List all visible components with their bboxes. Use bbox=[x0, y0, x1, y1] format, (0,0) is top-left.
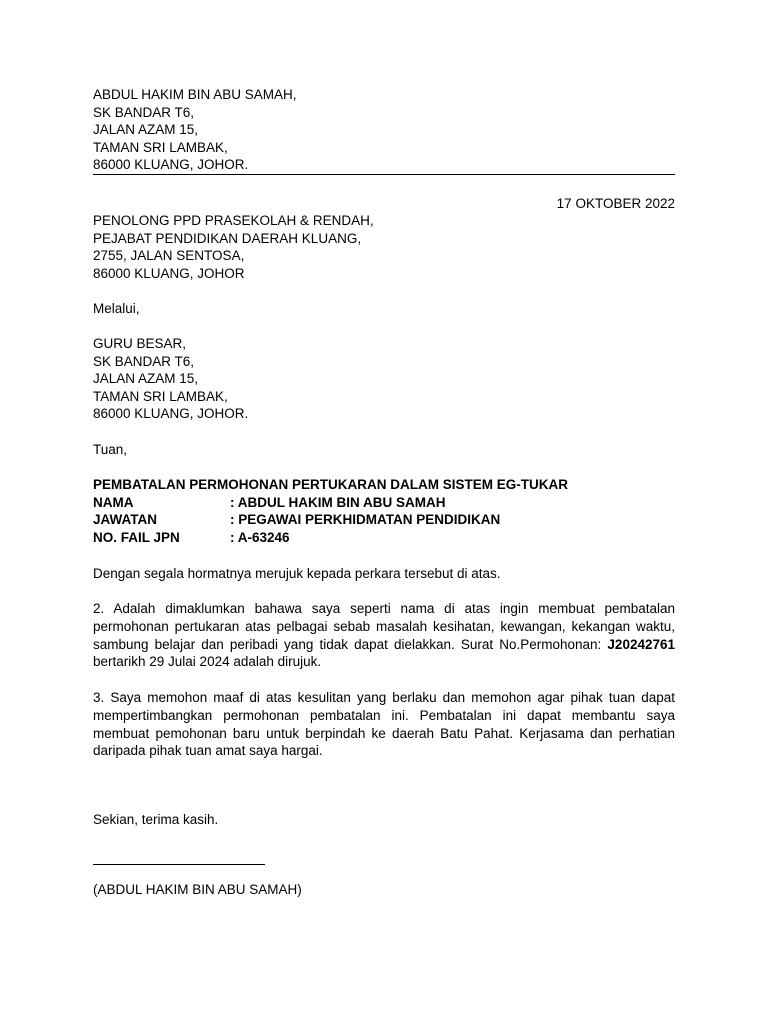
address-line: 86000 KLUANG, JOHOR. bbox=[93, 406, 249, 422]
subject-value: : ABDUL HAKIM BIN ABU SAMAH bbox=[230, 494, 446, 510]
subject-row-position bbox=[93, 511, 675, 529]
recipient-address bbox=[93, 212, 675, 282]
paragraph-text-tail: bertarikh 29 Julai 2024 adalah dirujuk. bbox=[93, 654, 322, 670]
paragraph-3 bbox=[93, 689, 675, 760]
header-divider bbox=[93, 174, 675, 175]
address-line: 86000 KLUANG, JOHOR. bbox=[93, 157, 249, 173]
subject-label: NO. FAIL JPN bbox=[93, 529, 180, 545]
closing-text: Sekian, terima kasih. bbox=[93, 812, 219, 827]
paragraph-text: 3. Saya memohon maaf di atas kesulitan yang berlaku dan memohon agar pihak tuan dapat mempertimbangkan permohonan pembatalan ini. Pembatalan ini dapat membantu saya membuat pemohonan baru untuk berpindah ke daerah Batu Pahat. Kerjasama dan perhatian daripada pihak tuan amat saya hargai. bbox=[93, 690, 675, 759]
application-number: J20242761 bbox=[607, 636, 675, 652]
paragraph-2 bbox=[93, 600, 675, 671]
signature-block bbox=[93, 881, 675, 899]
closing bbox=[93, 811, 675, 829]
paragraph-text: Dengan segala hormatnya merujuk kepada perkara tersebut di atas. bbox=[93, 566, 501, 581]
address-line: SK BANDAR T6, bbox=[93, 104, 195, 120]
address-line: JALAN AZAM 15, bbox=[93, 122, 199, 138]
address-line: 86000 KLUANG, JOHOR bbox=[93, 265, 245, 281]
headmaster-address bbox=[93, 335, 675, 423]
address-line: TAMAN SRI LAMBAK, bbox=[93, 139, 228, 155]
address-line: 2755, JALAN SENTOSA, bbox=[93, 248, 245, 264]
salutation bbox=[93, 441, 675, 459]
signature-name: (ABDUL HAKIM BIN ABU SAMAH) bbox=[93, 882, 302, 897]
subject-label: JAWATAN bbox=[93, 512, 157, 528]
signature-line bbox=[93, 864, 265, 865]
paragraph-1 bbox=[93, 565, 675, 583]
subject-row-name bbox=[93, 494, 675, 512]
sender-address bbox=[93, 86, 675, 174]
address-line: GURU BESAR, bbox=[93, 336, 187, 351]
via-text: Melalui, bbox=[93, 301, 140, 316]
paragraph-text: 2. Adalah dimaklumkan bahawa saya seperti nama di atas ingin membuat pembatalan permohonan pertukaran atas pelbagai sebab masalah kesihatan, kewangan, kekangan waktu, sambung belajar dan peribadi yang tidak dapat dielakkan. Surat No.Permohonan: bbox=[93, 601, 675, 652]
subject-block bbox=[93, 476, 675, 546]
address-line: PENOLONG PPD PRASEKOLAH & RENDAH, bbox=[93, 213, 374, 228]
subject-value: : A-63246 bbox=[230, 529, 290, 545]
subject-value: : PEGAWAI PERKHIDMATAN PENDIDIKAN bbox=[230, 512, 501, 528]
salutation-text: Tuan, bbox=[93, 442, 128, 457]
subject-label: NAMA bbox=[93, 494, 134, 510]
address-line: PEJABAT PENDIDIKAN DAERAH KLUANG, bbox=[93, 230, 362, 246]
address-line: TAMAN SRI LAMBAK, bbox=[93, 388, 228, 404]
letter-date: 17 OKTOBER 2022 bbox=[556, 196, 675, 211]
via-label bbox=[93, 300, 675, 318]
address-line: ABDUL HAKIM BIN ABU SAMAH, bbox=[93, 87, 297, 102]
subject-row-file-no bbox=[93, 529, 675, 547]
address-line: JALAN AZAM 15, bbox=[93, 371, 199, 387]
address-line: SK BANDAR T6, bbox=[93, 353, 195, 369]
subject-title: PEMBATALAN PERMOHONAN PERTUKARAN DALAM SISTEM EG-TUKAR bbox=[93, 477, 568, 492]
